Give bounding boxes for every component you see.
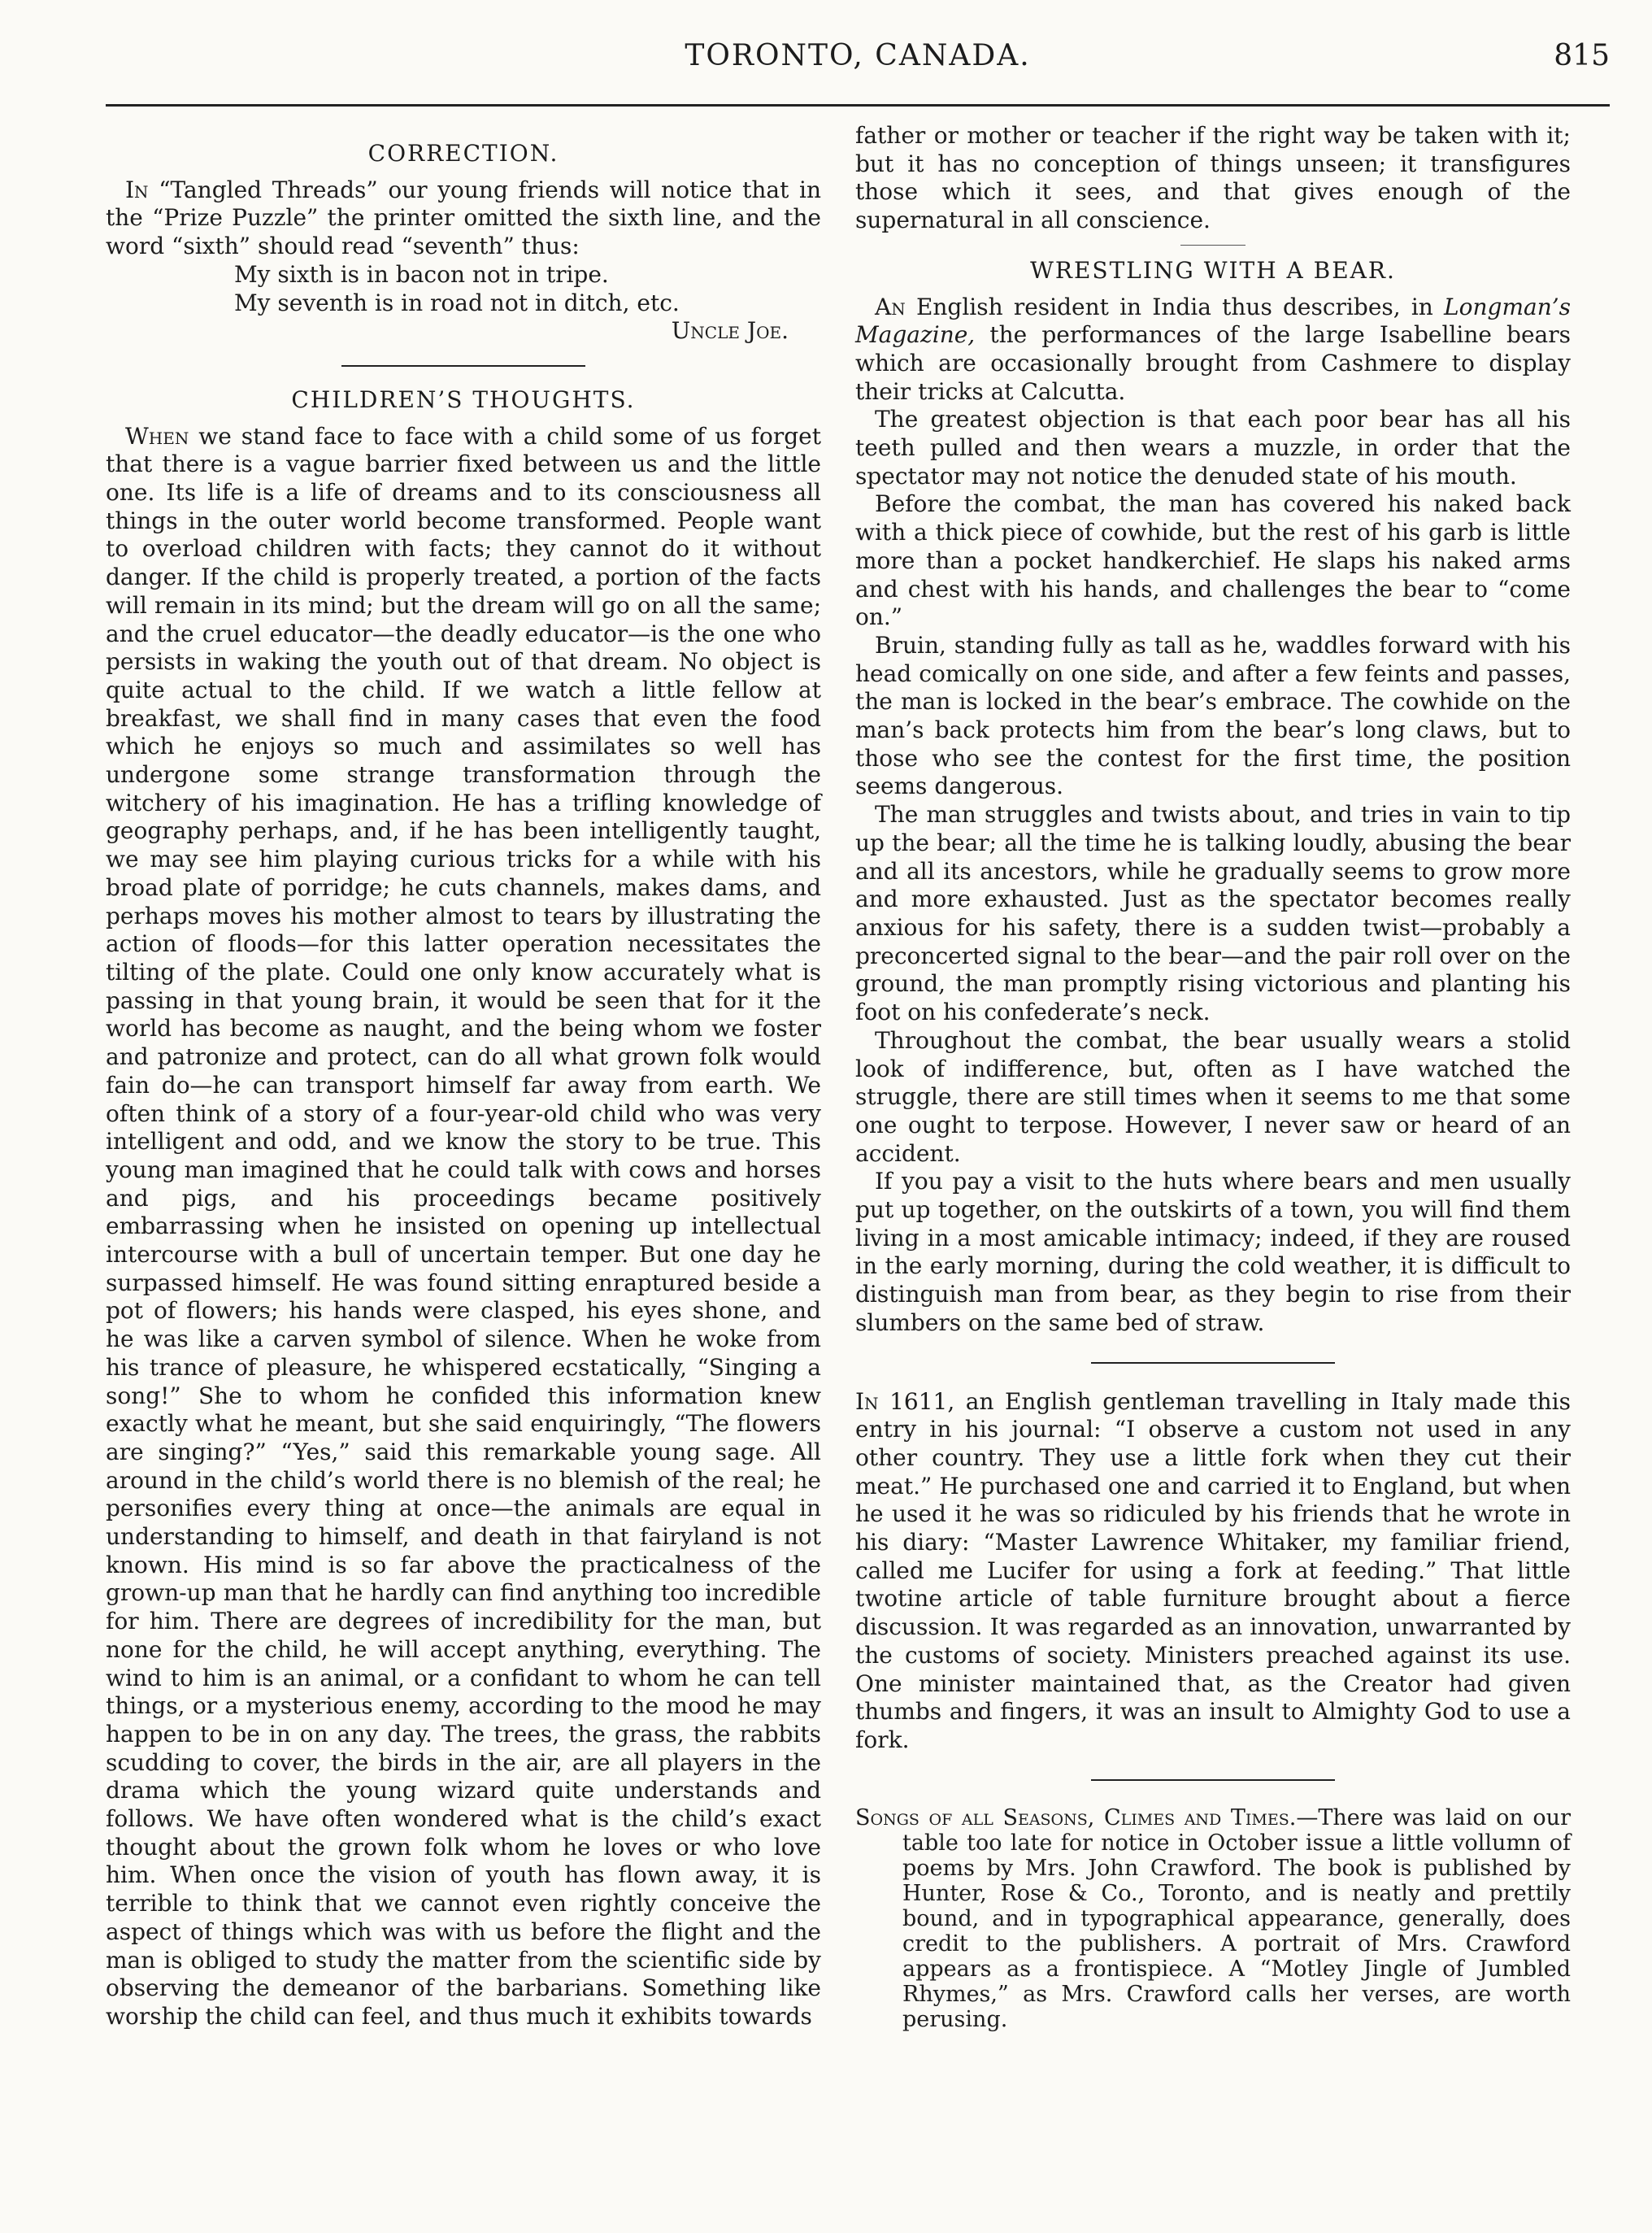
songs-notice xyxy=(855,1805,1571,2032)
correction-lead-word: In xyxy=(125,176,149,203)
correction-text: “Tangled Threads” our young friends will notice that in the “Prize Puzzle” the printer omitted the sixth line, and the word “sixth” should read “seventh” thus: xyxy=(106,176,821,260)
right-column xyxy=(855,122,1571,2032)
childrens-thoughts-continuation: father or mother or teacher if the right way be taken with it; but it has no conception of things unseen; it transfigures those which it sees, and that gives enough of the supernatural in all conscience. xyxy=(855,122,1571,234)
correction-title: CORRECTION. xyxy=(367,140,559,167)
childrens-thoughts-title: CHILDREN’S THOUGHTS. xyxy=(291,385,636,413)
correction-verse-1: My sixth is in bacon not in tripe. xyxy=(234,260,609,288)
wrestling-paragraph-6: Throughout the combat, the bear usually wears a stolid look of indifference, but, often as I have watched the struggle, there are still times when it seems to me that some one ought to terpose. However, I never saw or heard of an accident. xyxy=(855,1026,1571,1167)
wrestling-paragraph-4: Bruin, standing fully as tall as he, waddles forward with his head comically on one side, and after a few feints and passes, the man is locked in the bear’s embrace. The cowhide on the man’s back protects him from the bear’s long claws, but to those who see the contest for the first time, the position seems dangerous. xyxy=(855,631,1571,800)
songs-text: —There was laid on our table too late for notice in October issue a little vollumn of poems by Mrs. John Crawford. The book is published by Hunter, Rose & Co., Toronto, and is neatly and prettily bound, and in typographical appearance, generally, does credit to the publishers. A portrait of Mrs. Crawford appears as a frontispiece. A “Motley Jingle of Jumbled Rhymes,” as Mrs. Crawford calls her verses, are worth perusing. xyxy=(902,1804,1571,2032)
magazine-title: Longman’s Magazine, xyxy=(855,293,1572,349)
wrestling-paragraph-1 xyxy=(855,294,1571,407)
wrestling-p1-a: English resident in India thus describes, in xyxy=(915,293,1433,320)
childrens-thoughts-body xyxy=(106,423,821,2031)
correction-body xyxy=(106,176,821,261)
wrestling-title: WRESTLING WITH A BEAR. xyxy=(1030,256,1396,284)
short-divider xyxy=(1180,245,1246,246)
running-head: TORONTO, CANADA. xyxy=(685,39,1031,72)
wrestling-paragraph-3: Before the combat, the man has covered his naked back with a thick piece of cowhide, but the rest of his garb is little more than a pocket handkerchief. He slaps his naked arms and chest with his hands, and challenges the bear to “come on.” xyxy=(855,490,1571,631)
header-rule xyxy=(106,104,1610,107)
correction-signoff: Uncle Joe. xyxy=(671,317,789,345)
correction-verse-2: My seventh is in road not in ditch, etc. xyxy=(234,289,680,316)
page-header xyxy=(106,39,1610,88)
left-column xyxy=(106,122,821,2031)
wrestling-paragraph-5: The man struggles and twists about, and tries in vain to tip up the bear; all the time he is talking loudly, abusing the bear and all its ancestors, while he gradually seems to grow more and more exhausted. Just as the spectator becomes really anxious for his safety, there is a sudden twist—probably a preconcerted signal to the bear—and the pair roll over on the ground, the man promptly rising victorious and planting his foot on his confederate’s neck. xyxy=(855,801,1571,1026)
section-divider xyxy=(1091,1779,1335,1781)
wrestling-paragraph-2: The greatest objection is that each poor bear has all his teeth pulled and then wears a muzzle, in order that the spectator may not notice the denuded state of his mouth. xyxy=(855,406,1571,490)
fork-lead-word: In xyxy=(855,1387,879,1415)
fork-text: 1611, an English gentleman travelling in Italy made this entry in his journal: “I observe a custom not used in any other country. They use a little fork when they cut their meat.” He purchased one and carried it to England, but when he used it he was so ridiculed by his friends that he wrote in his diary: “Master Lawrence Whitaker, my familiar friend, called me Lucifer for using a fork at feeding.” That little twotine article of table furniture brought about a fierce discussion. It was regarded as an innovation, unwarranted by the customs of society. Ministers preached against its use. One minister maintained that, as the Creator had given thumbs and fingers, it was an insult to Almighty God to use a fork. xyxy=(855,1387,1571,1753)
childrens-thoughts-text: we stand face to face with a child some of us forget that there is a vague barrier fixed between us and the little one. Its life is a life of dreams and to its consciousness all things in the outer world become transformed. People want to overload children with facts; they cannot do it without danger. If the child is properly treated, a portion of the facts will remain in its mind; but the dream will go on all the same; and the cruel educator—the deadly educator—is the one who persists in waking the youth out of that dream. No object is quite actual to the child. If we watch a little fellow at breakfast, we shall find in many cases that even the food which he enjoys so much and assimilates so well has undergone some strange transformation through the witchery of his imagination. He has a trifling knowledge of geography perhaps, and, if he has been intelligently taught, we may see him playing curious tricks for a while with his broad plate of porridge; he cuts channels, makes dams, and perhaps moves his mother almost to tears by illustrating the action of floods—for this latter operation necessitates the tilting of the plate. Could one only know accurately what is passing in that young brain, it would be seen that for it the world has become as naught, and the being whom we foster and patronize and protect, can do all what grown folk would fain do—he can transport himself far away from earth. We often think of a story of a four-year-old child who was very intelligent and odd, and we know the story to be true. This young man imagined that he could talk with cows and horses and pigs, and his proceedings became positively embarrassing when he insisted on opening up intellectual intercourse with a bull of uncertain temper. But one day he surpassed himself. He was found sitting enraptured beside a pot of flowers; his hands were clasped, his eyes shone, and he was like a carven symbol of silence. When he woke from his trance of pleasure, he whispered ecstatically, “Singing a song!” She to whom he confided this information knew exactly what he meant, but she said enquiringly, “The flowers are singing?” “Yes,” said this remarkable young sage. All around in the child’s world there is no blemish of the real; he personifies every thing at once—the animals are equal in understanding to himself, and death in that fairyland is not known. His mind is so far above the practicalness of the grown-up man that he hardly can find anything too incredible for him. There are degrees of incredibility for the man, but none for the child, he will accept anything, everything. The wind to him is an animal, or a confidant to whom he can tell things, or a mysterious enemy, according to the mood he may happen to be in on any day. The trees, the grass, the rabbits scudding to cover, the birds in the air, are all players in the drama which the young wizard quite understands and follows. We have often wondered what is the child’s exact thought about the grown folk whom he loves or who love him. When once the vision of youth has flown away, it is terrible to think that we cannot even rightly conceive the aspect of things which was with us before the flight and the man is obliged to study the matter from the scientific side by observing the demeanor of the barbarians. Something like worship the child can feel, and thus much it exhibits towards xyxy=(106,422,821,2030)
section-divider xyxy=(341,365,585,367)
childrens-thoughts-lead-word: When xyxy=(125,422,189,450)
wrestling-lead-word: An xyxy=(875,293,906,320)
wrestling-p1-b: the performances of the large Isabelline bears which are occasionally brought from Cashmere to display their tricks at Calcutta. xyxy=(855,321,1571,405)
songs-lead: Songs of all Seasons, Climes and Times. xyxy=(855,1804,1297,1830)
fork-paragraph xyxy=(855,1388,1571,1755)
wrestling-paragraph-7: If you pay a visit to the huts where bears and men usually put up together, on the outskirts of a town, you will find them living in a most amicable intimacy; indeed, if they are roused in the early morning, during the cold weather, it is difficult to distinguish man from bear, as they begin to rise from their slumbers on the same bed of straw. xyxy=(855,1168,1571,1336)
page-number: 815 xyxy=(1554,39,1610,72)
section-divider xyxy=(1091,1362,1335,1364)
